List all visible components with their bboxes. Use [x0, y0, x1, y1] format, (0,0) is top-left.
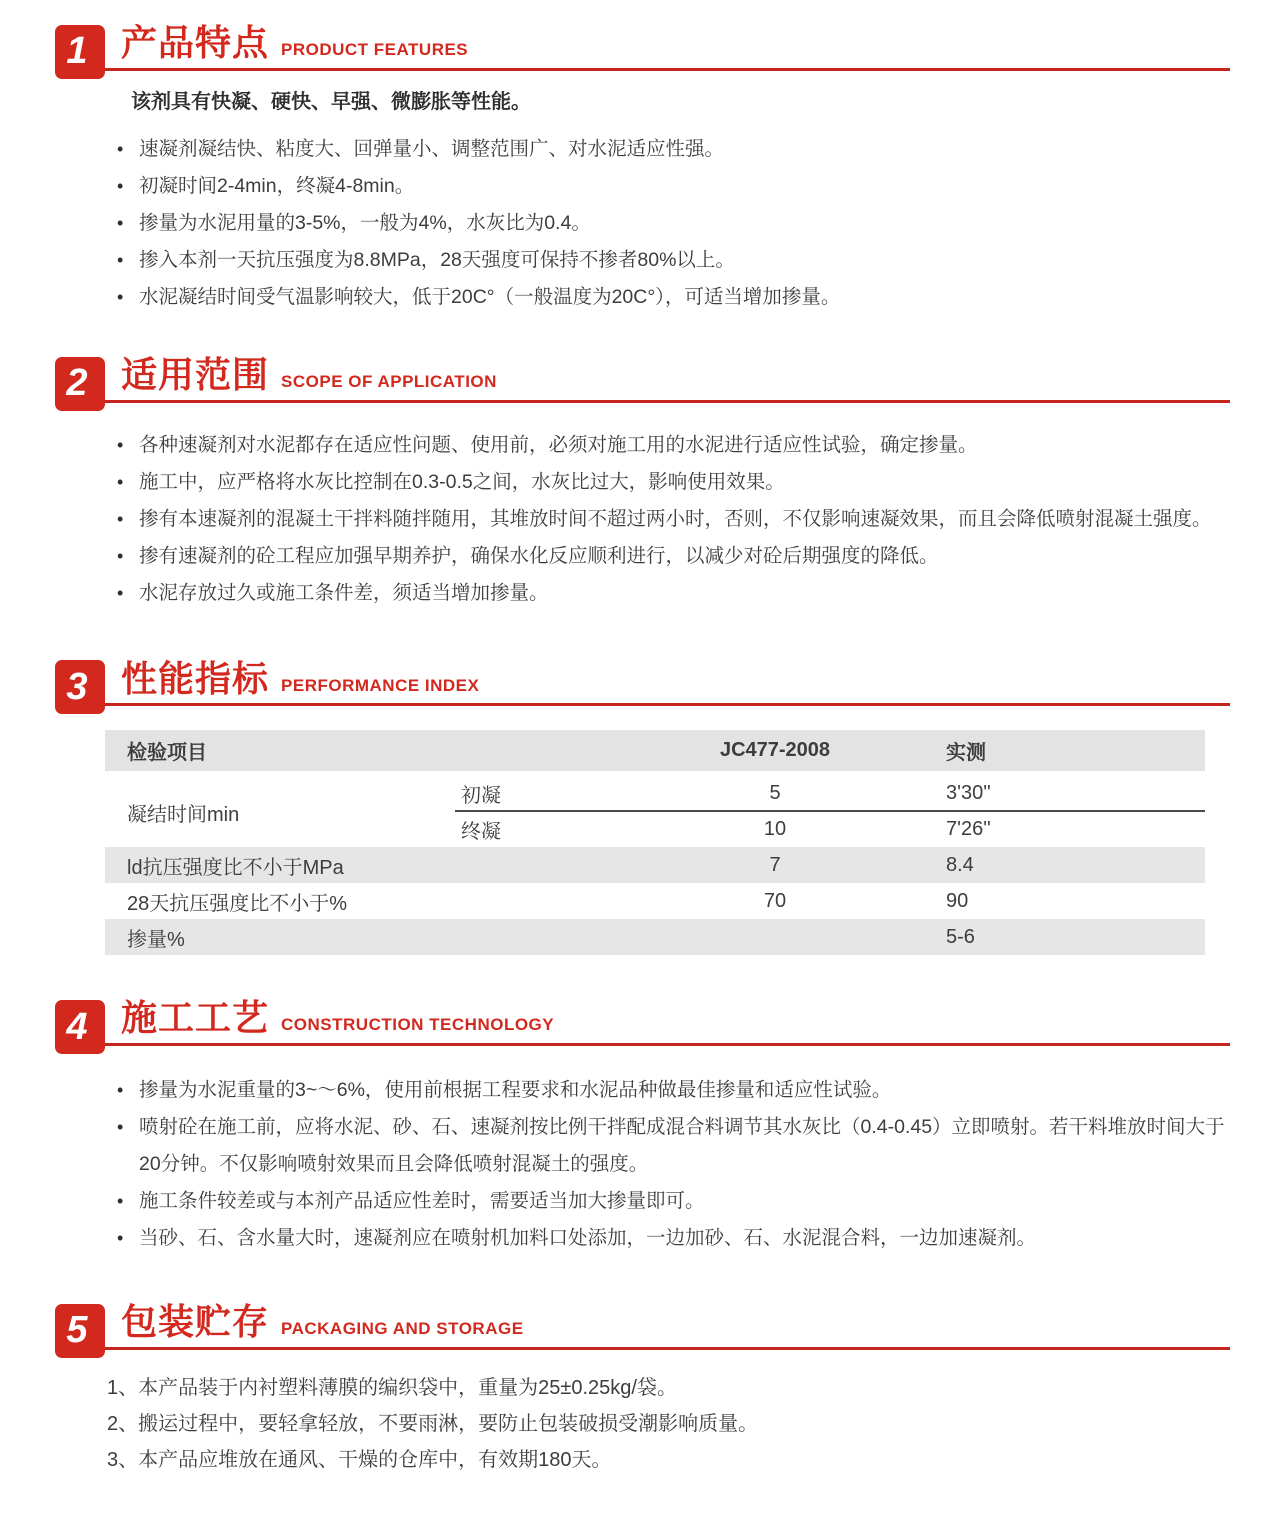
packaging-item: 3、本产品应堆放在通风、干燥的仓库中，有效期180天。 [107, 1448, 612, 1471]
table-cell-standard: 10 [763, 818, 787, 841]
table-cell-standard: 7 [610, 847, 940, 883]
section-title-zh: 包装贮存 [121, 1301, 270, 1343]
section-title-zh: 适用范围 [121, 353, 270, 395]
section-title-zh: 性能指标 [121, 657, 270, 699]
table-cell-measured: 7'26'' [946, 818, 991, 841]
bullet-dot: • [117, 138, 124, 159]
section-number-badge: 4 [55, 1000, 105, 1054]
bullet-text: 初凝时间2-4min，终凝4-8min。 [139, 174, 415, 197]
section-header [55, 24, 1230, 71]
table-header-row [105, 730, 1205, 774]
bullet-text: 掺量为水泥用量的3-5%，一般为4%，水灰比为0.4。 [139, 211, 591, 234]
bullet-item [115, 427, 1230, 464]
table-cell-item: 掺量% [105, 919, 455, 955]
bullet-item [115, 205, 1230, 242]
section-title-wrap [105, 999, 1230, 1046]
bullet-text: 掺入本剂一天抗压强度为8.8MPa，28天强度可保持不掺者80%以上。 [139, 248, 735, 271]
packaging-list [107, 1370, 1230, 1478]
bullet-text: 水泥凝结时间受气温影响较大，低于20C°（一般温度为20C°），可适当增加掺量。 [139, 285, 841, 308]
section-construction [55, 999, 1230, 1257]
section-number-badge: 1 [55, 25, 105, 79]
section-header [55, 1303, 1230, 1350]
bullet-text: 掺有本速凝剂的混凝土干拌料随拌随用，其堆放时间不超过两小时，否则，不仅影响速凝效果，而且会降低喷射混凝土强度。 [139, 507, 1212, 530]
bullet-item [115, 1183, 1230, 1220]
section-title-zh: 施工工艺 [121, 997, 270, 1039]
table-cell-standard: 70 [763, 889, 787, 912]
table-header-spacer [455, 730, 610, 774]
bullet-dot: • [117, 1191, 124, 1212]
table-header-standard: JC477-2008 [610, 730, 940, 774]
table-row-28d-strength [105, 883, 1205, 919]
bullet-item [115, 131, 1230, 168]
bullet-dot: • [117, 1080, 124, 1101]
section-product-features [55, 24, 1230, 316]
section-number-badge: 3 [55, 660, 105, 714]
bullet-text: 掺量为水泥重量的3~～6%，使用前根据工程要求和水泥品种做最佳掺量和适应性试验。 [139, 1079, 892, 1102]
bullet-dot: • [117, 508, 124, 529]
section-performance-index [55, 657, 1230, 956]
table-header-item: 检验项目 [105, 730, 455, 774]
table-row-dosage [105, 919, 1205, 955]
bullet-text: 各种速凝剂对水泥都存在适应性问题、使用前，必须对施工用的水泥进行适应性试验，确定掺量。 [139, 433, 978, 456]
bullet-text: 喷射砼在施工前，应将水泥、砂、石、速凝剂按比例干拌配成混合料调节其水灰比（0.4-0.45）立即喷射。若干料堆放时间大于20分钟。不仅影响喷射效果而且会降低喷射混凝土的强度。 [139, 1116, 1225, 1176]
table-cell-sub [455, 919, 610, 955]
bullet-dot: • [117, 212, 124, 233]
bullet-item [115, 538, 1230, 575]
bullet-item [115, 575, 1230, 612]
section-title-en: PRODUCT FEATURES [281, 40, 469, 59]
bullet-item [115, 1072, 1230, 1109]
table-cell-sub [455, 847, 610, 883]
bullet-dot: • [117, 545, 124, 566]
table-cell-sub: 终凝 [461, 821, 501, 844]
table-cell-standard [610, 919, 940, 955]
packaging-item: 1、本产品装于内衬塑料薄膜的编织袋中，重量为25±0.25kg/袋。 [107, 1376, 677, 1399]
section-title-wrap [105, 1303, 1230, 1350]
section-number-badge: 5 [55, 1304, 105, 1358]
bullet-text: 水泥存放过久或施工条件差，须适当增加掺量。 [139, 581, 549, 604]
section-title-wrap [105, 353, 1230, 403]
table-cell-measured: 3'30'' [940, 774, 1205, 811]
bullet-dot: • [117, 582, 124, 603]
construction-bullet-list [115, 1072, 1230, 1257]
section-packaging [55, 1303, 1230, 1478]
table-cell-standard: 5 [610, 774, 940, 811]
bullet-item [115, 242, 1230, 279]
table-cell-sub: 初凝 [455, 774, 610, 811]
bullet-dot: • [117, 286, 124, 307]
performance-table [105, 730, 1205, 955]
bullet-text: 掺有速凝剂的砼工程应加强早期养护，确保水化反应顺利进行，以减少对砼后期强度的降低。 [139, 544, 939, 567]
section-title-en: PACKAGING AND STORAGE [281, 1319, 524, 1339]
bullet-item [115, 1220, 1230, 1257]
bullet-item [115, 168, 1230, 205]
features-bullet-list [115, 131, 1230, 316]
bullet-dot: • [117, 175, 124, 196]
section-header [55, 657, 1230, 708]
bullet-dot: • [117, 249, 124, 270]
bullet-text: 速凝剂凝结快、粘度大、回弹量小、调整范围广、对水泥适应性强。 [139, 137, 725, 160]
table-cell-measured: 5-6 [940, 919, 1205, 955]
section-header [55, 353, 1230, 405]
table-cell-setting-label: 凝结时间min [127, 803, 240, 826]
table-cell-sub [455, 883, 610, 919]
bullet-item [115, 279, 1230, 316]
section-title-wrap [105, 657, 1230, 707]
bullet-dot: • [117, 434, 124, 455]
scope-bullet-list [115, 427, 1230, 612]
features-intro: 该剂具有快凝、硬快、早强、微膨胀等性能。 [131, 90, 531, 113]
table-cell-measured: 8.4 [940, 847, 1205, 883]
table-header-measured: 实测 [940, 730, 1205, 774]
bullet-item [115, 464, 1230, 501]
bullet-dot: • [117, 1228, 124, 1249]
section-header [55, 999, 1230, 1046]
table-row-1d-strength [105, 847, 1205, 883]
bullet-text: 施工条件较差或与本剂产品适应性差时，需要适当加大掺量即可。 [139, 1190, 705, 1213]
table-cell-measured: 90 [946, 889, 969, 912]
section-title-wrap [105, 24, 1230, 71]
table-row-initial-setting [105, 774, 1205, 811]
bullet-text: 施工中，应严格将水灰比控制在0.3-0.5之间，水灰比过大，影响使用效果。 [139, 470, 785, 493]
section-title-en: CONSTRUCTION TECHNOLOGY [281, 1015, 555, 1035]
table-cell-item: ld抗压强度比不小于MPa [105, 847, 455, 883]
section-scope [55, 353, 1230, 612]
table-cell-item: 28天抗压强度比不小于% [127, 892, 348, 915]
section-title-en: SCOPE OF APPLICATION [281, 371, 497, 391]
bullet-dot: • [117, 1117, 124, 1138]
bullet-text: 当砂、石、含水量大时，速凝剂应在喷射机加料口处添加，一边加砂、石、水泥混合料，一边加速凝剂。 [139, 1227, 1037, 1250]
section-number-badge: 2 [55, 357, 105, 411]
packaging-item: 2、搬运过程中，要轻拿轻放，不要雨淋，要防止包装破损受潮影响质量。 [107, 1412, 759, 1435]
bullet-item [115, 1109, 1230, 1183]
bullet-item [115, 501, 1230, 538]
section-title-zh: 产品特点 [121, 22, 270, 63]
bullet-dot: • [117, 471, 124, 492]
section-title-en: PERFORMANCE INDEX [281, 675, 480, 695]
